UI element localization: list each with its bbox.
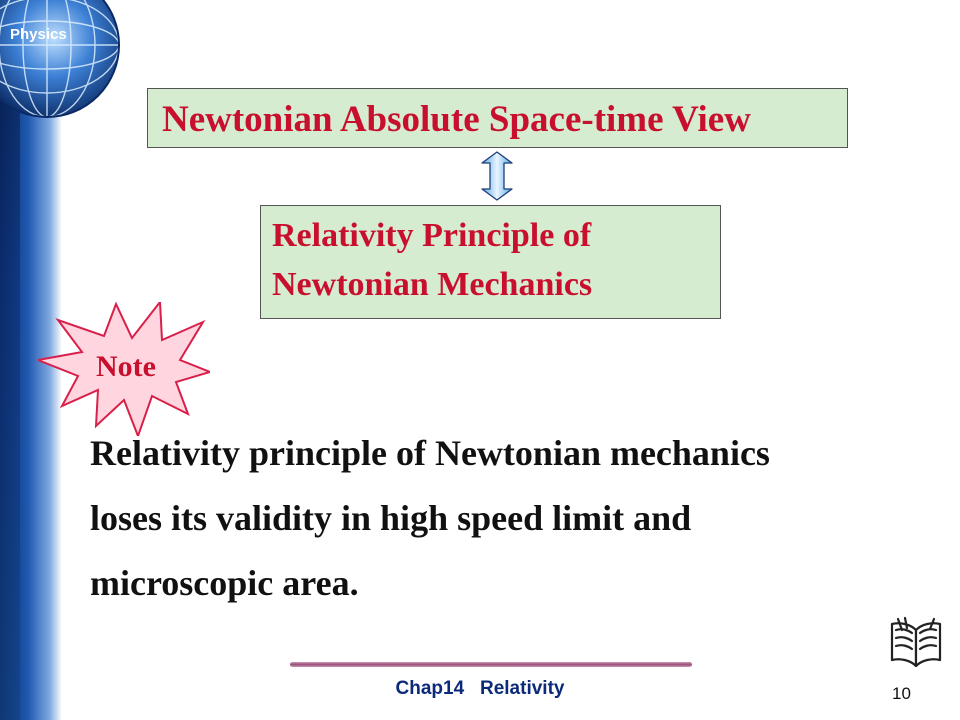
footer-divider xyxy=(290,662,692,667)
principle-line: Relativity Principle of xyxy=(272,217,592,254)
note-label: Note xyxy=(96,350,156,383)
footer-chapter-title: Chap14 Relativity xyxy=(395,678,565,699)
globe-icon xyxy=(0,0,122,120)
open-book-icon[interactable] xyxy=(888,616,944,670)
body-text-line: microscopic area. xyxy=(90,563,359,603)
principle-line: Newtonian Mechanics xyxy=(272,266,593,303)
double-arrow-icon xyxy=(479,151,515,201)
title-box xyxy=(147,88,848,148)
body-text-line: loses its validity in high speed limit and xyxy=(90,498,692,538)
page-number: 10 xyxy=(892,684,911,703)
principle-box xyxy=(260,205,721,319)
body-text-line: Relativity principle of Newtonian mechanics xyxy=(90,433,770,473)
slide-title: Newtonian Absolute Space-time View xyxy=(162,99,751,140)
logo-label: Physics xyxy=(10,26,67,43)
